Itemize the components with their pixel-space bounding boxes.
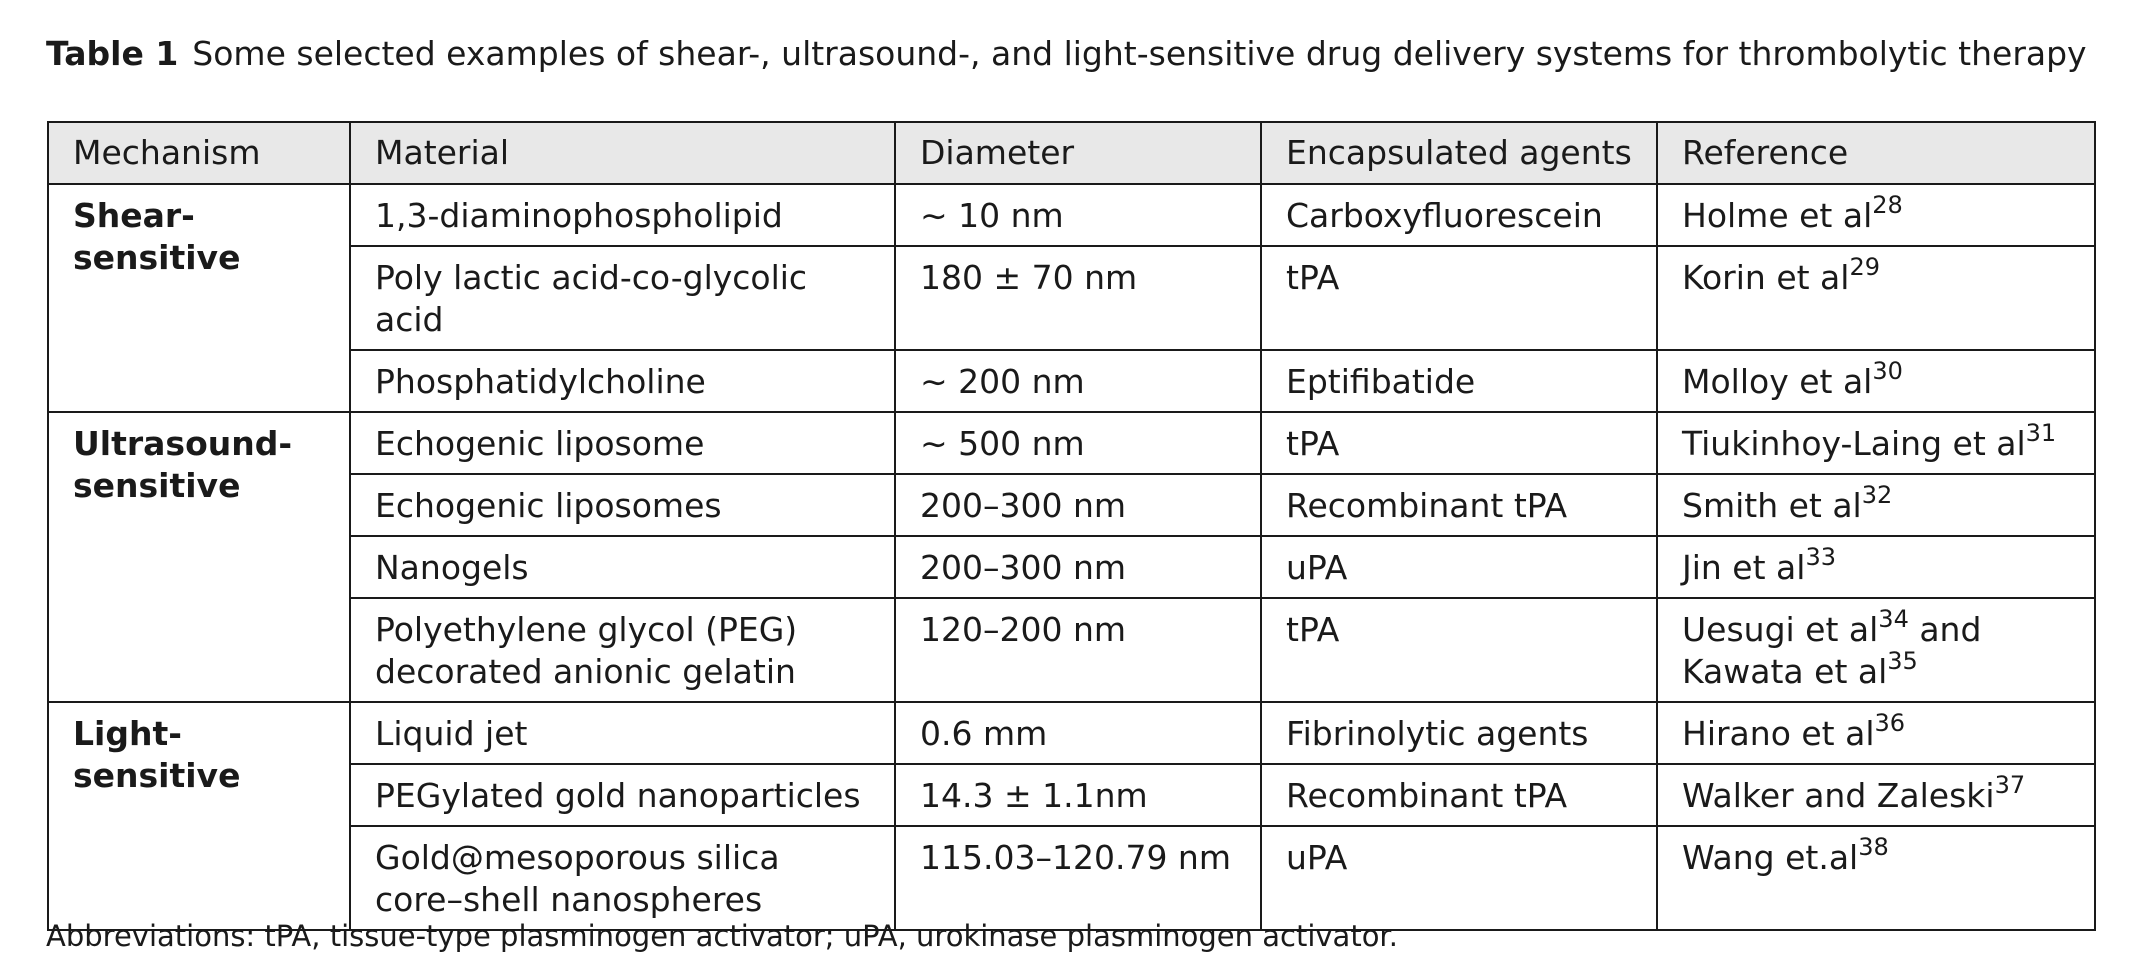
reference-cell [1657,764,2095,826]
citation-number: 35 [1887,647,1918,675]
reference-cell [1657,474,2095,536]
table-title: Some selected examples of shear-, ultrasound-, and light-sensitive drug delivery systems for thrombolytic therapy [192,34,2087,73]
table-row [48,184,2095,246]
reference-cell [1657,412,2095,474]
material-cell: 1,3-diaminophospholipid [350,184,895,246]
agents-cell: Fibrinolytic agents [1261,702,1657,764]
table-row [48,536,2095,598]
table-footnote: Abbreviations: tPA, tissue-type plasminogen activator; uPA, urokinase plasminogen activator. [46,919,1398,953]
material-cell: Liquid jet [350,702,895,764]
agents-cell: uPA [1261,826,1657,930]
diameter-cell: 0.6 mm [895,702,1261,764]
material-cell: Phosphatidylcholine [350,350,895,412]
mechanism-cell: Light-sensitive [48,702,350,930]
agents-cell: Carboxyfluorescein [1261,184,1657,246]
agents-cell: Recombinant tPA [1261,764,1657,826]
material-cell: Polyethylene glycol (PEG) decorated anionic gelatin [350,598,895,702]
citation-number: 30 [1872,357,1903,385]
reference-text: Smith et al [1682,486,1862,525]
reference-cell [1657,536,2095,598]
mechanism-label: Ultrasound-sensitive [73,424,293,505]
column-header: Mechanism [48,122,350,184]
diameter-cell: 14.3 ± 1.1nm [895,764,1261,826]
table-caption [46,34,2087,73]
reference-cell [1657,184,2095,246]
reference-cell [1657,246,2095,350]
table-row [48,826,2095,930]
diameter-cell: ∼ 10 nm [895,184,1261,246]
citation-number: 38 [1858,833,1889,861]
diameter-cell: 120–200 nm [895,598,1261,702]
material-cell: PEGylated gold nanoparticles [350,764,895,826]
citation-number: 37 [1994,771,2026,799]
diameter-cell: 200–300 nm [895,474,1261,536]
reference-cell [1657,350,2095,412]
reference-text: Tiukinhoy-Laing et al [1682,424,2026,463]
column-header: Encapsulated agents [1261,122,1657,184]
agents-cell: uPA [1261,536,1657,598]
column-header: Reference [1657,122,2095,184]
agents-cell: tPA [1261,598,1657,702]
reference-cell [1657,826,2095,930]
material-cell: Nanogels [350,536,895,598]
citation-number: 32 [1861,481,1893,509]
agents-cell: tPA [1261,246,1657,350]
table-row [48,246,2095,350]
reference-cell [1657,702,2095,764]
column-header: Material [350,122,895,184]
reference-text: Jin et al [1682,548,1806,587]
table-header-row [48,122,2095,184]
table-row [48,412,2095,474]
reference-text: Korin et al [1682,258,1850,297]
diameter-cell: 180 ± 70 nm [895,246,1261,350]
column-header: Diameter [895,122,1261,184]
citation-number: 36 [1874,709,1906,737]
reference-text: Walker and Zaleski [1682,776,1995,815]
citation-number: 34 [1878,605,1909,633]
agents-cell: tPA [1261,412,1657,474]
reference-text: and Kawata et al [1682,610,1982,691]
reference-text: Hirano et al [1682,714,1875,753]
material-cell: Echogenic liposomes [350,474,895,536]
data-table [47,121,2096,931]
agents-cell: Eptifibatide [1261,350,1657,412]
table-row [48,474,2095,536]
reference-text: Wang et.al [1682,838,1859,877]
diameter-cell: ∼ 200 nm [895,350,1261,412]
reference-text: Uesugi et al [1682,610,1879,649]
mechanism-cell: Shear-sensitive [48,184,350,412]
material-cell: Poly lactic acid-co-glycolic acid [350,246,895,350]
mechanism-cell [48,412,350,702]
diameter-cell: ∼ 500 nm [895,412,1261,474]
material-cell: Echogenic liposome [350,412,895,474]
reference-text: Molloy et al [1682,362,1873,401]
material-cell: Gold@mesoporous silica core–shell nanospheres [350,826,895,930]
reference-cell [1657,598,2095,702]
reference-text: Holme et al [1682,196,1873,235]
diameter-cell: 200–300 nm [895,536,1261,598]
table-number: Table 1 [46,34,179,73]
table-row [48,764,2095,826]
citation-number: 28 [1872,191,1903,219]
table-row [48,350,2095,412]
citation-number: 29 [1849,253,1880,281]
diameter-cell: 115.03–120.79 nm [895,826,1261,930]
agents-cell: Recombinant tPA [1261,474,1657,536]
citation-number: 31 [2025,419,2057,447]
table-row [48,598,2095,702]
citation-number: 33 [1805,543,1836,571]
table-row [48,702,2095,764]
